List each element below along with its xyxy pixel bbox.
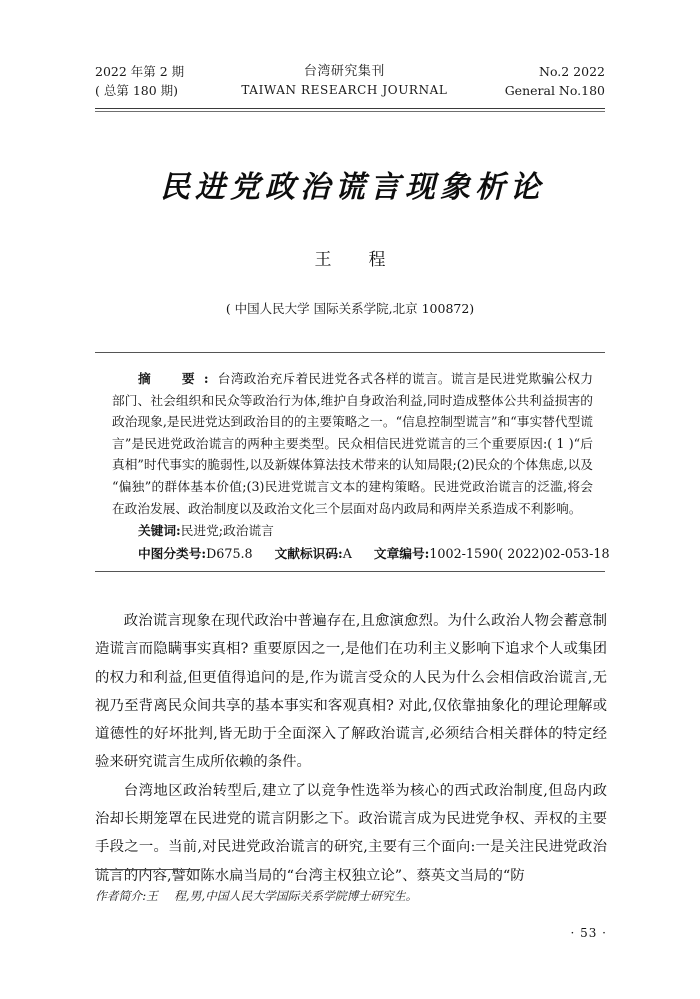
running-head xyxy=(95,62,605,100)
body-paragraph: 台湾地区政治转型后,建立了以竞争性选举为核心的西式政治制度,但岛内政治却长期笼罩在民进党的谎言阴影之下。政治谎言成为民进党争权、弄权的主要手段之一。当前,对民进党政治谎言的研究,主要有三个面向:一是关注民进党政治谎言的内容,譬如陈水扁当局的“台湾主权独立论”、蔡英文当局的“防 xyxy=(95,782,607,884)
abstract-divider-top xyxy=(95,352,605,353)
page-title: 民进党政治谎言现象析论 xyxy=(160,170,545,205)
footnote-text: 程,男,中国人民大学国际关系学院博士研究生。 xyxy=(173,889,418,903)
issue-serial: ( 总第 180 期) xyxy=(95,83,179,98)
abstract-text: 台湾政治充斥着民进党各式各样的谎言。谎言是民进党欺骗公权力部门、社会组织和民众等政治行为体,维护自身政治利益,同时造成整体公共利益损害的政治现象,是民进党达到政治目的的主要策略之一。“信息控制型谎言”和“事实替代型谎言”是民进党政治谎言的两种主要类型。民众相信民进党谎言的三个重要原因:( 1 )“后真相”时代事实的脆弱性,以及新媒体算法技术带来的认知局限;(2)民众的个体焦虑,以及“偏独”的群体基本价值;(3)民进党谎言文本的建构策略。民进党政治谎言的泛滥,将会在政治发展、政治制度以及政治文化三个层面对岛内政局和两岸关系造成不利影响。 xyxy=(112,371,594,516)
journal-name-cn: 台湾研究集刊 xyxy=(303,64,385,79)
running-head-center xyxy=(184,62,505,100)
running-head-right xyxy=(505,62,605,100)
classification-line xyxy=(112,543,610,565)
keywords-line xyxy=(112,520,593,542)
keywords-label: 关键词: xyxy=(138,523,181,539)
article-body xyxy=(95,607,607,890)
page-number: · 53 · xyxy=(570,926,607,940)
abstract-block xyxy=(112,368,610,564)
abstract-label: 摘 要: xyxy=(138,371,218,386)
header-divider xyxy=(95,108,605,112)
issue-date: 2022 年第 2 期 xyxy=(95,64,185,79)
article-id-value: 1002-1590( 2022)02-053-18 xyxy=(429,545,610,561)
journal-name-en: TAIWAN RESEARCH JOURNAL xyxy=(241,83,448,97)
footnote-divider xyxy=(95,869,200,870)
document-code-label: 文献标识码: xyxy=(274,545,343,561)
author-name: 王 程 xyxy=(314,250,396,270)
clc-label: 中图分类号: xyxy=(138,545,207,561)
abstract-divider-bottom xyxy=(95,571,605,572)
document-code-value: A xyxy=(342,545,352,561)
footnote xyxy=(95,886,607,906)
footnote-label: 作者简介:王 xyxy=(95,889,158,903)
issue-number-en: No.2 2022 xyxy=(539,64,605,79)
keywords-text: 民进党;政治谎言 xyxy=(180,523,274,539)
author-affiliation: ( 中国人民大学 国际关系学院,北京 100872) xyxy=(225,301,475,316)
clc-value: D675.8 xyxy=(206,545,253,561)
article-id-label: 文章编号: xyxy=(373,545,430,561)
issue-serial-en: General No.180 xyxy=(504,83,605,98)
abstract-paragraph xyxy=(112,368,593,519)
body-paragraph: 政治谎言现象在现代政治中普遍存在,且愈演愈烈。为什么政治人物会蓄意制造谎言而隐瞒事实真相? 重要原因之一,是他们在功利主义影响下追求个人或集团的权力和利益,但更值得追问的是,作为谎言受众的人民为什么会相信政治谎言,无视乃至背离民众间共享的基本事实和客观真相? 对此,仅依靠抽象化的理论理解或道德性的好坏批判,皆无助于全面深入了解政治谎言,必须结合相关群体的特定经验来研究谎言生成所依赖的条件。 xyxy=(95,613,607,771)
running-head-left xyxy=(95,62,184,100)
